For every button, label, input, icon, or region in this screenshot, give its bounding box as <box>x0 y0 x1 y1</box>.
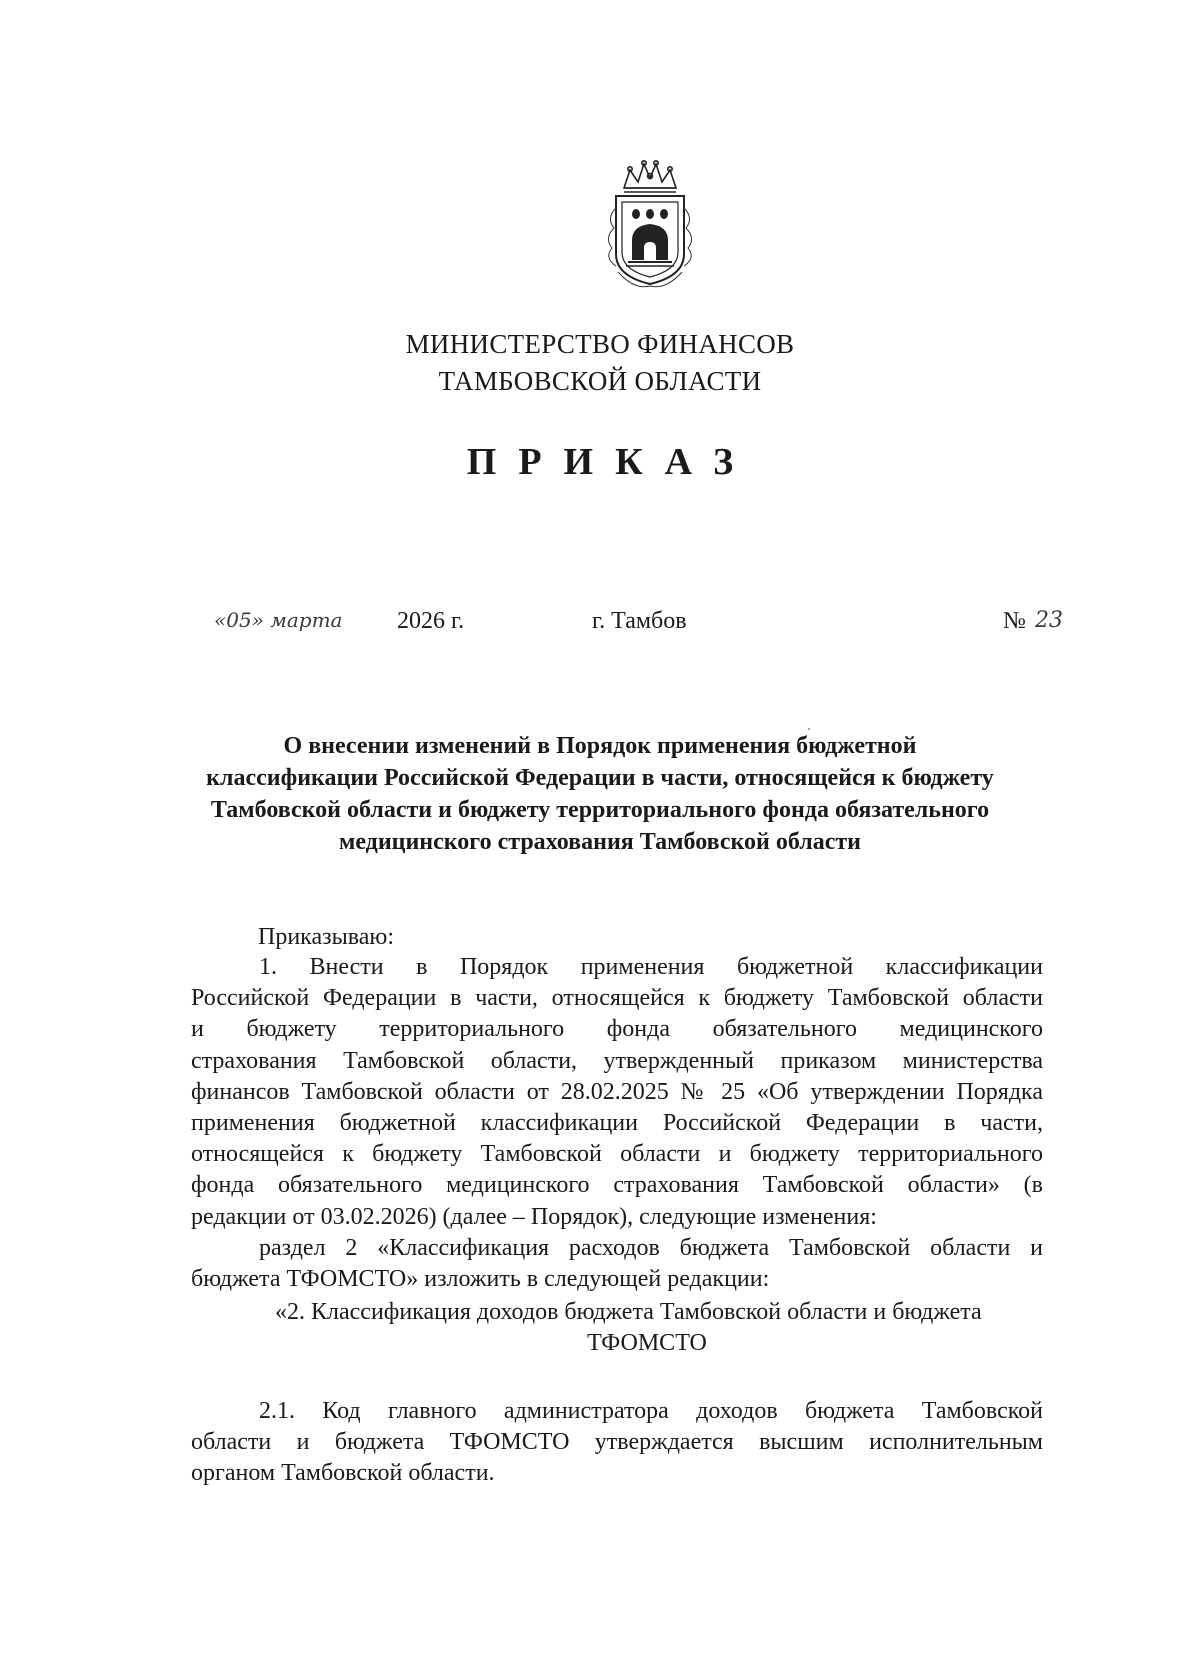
section-heading <box>191 1297 1043 1359</box>
title-line: медицинского страхования Тамбовской области <box>339 829 861 855</box>
paragraph-line: 2.1. Код главного администратора доходов бюджета Тамбовской <box>259 1398 1043 1424</box>
paragraph-line: 1. Внести в Порядок применения бюджетной классификации <box>259 954 1043 980</box>
tambov-coat-of-arms-icon <box>594 158 706 290</box>
paragraph-line: страхования Тамбовской области, утвержденный приказом министерства <box>191 1047 1043 1074</box>
document-number-handwritten: 23 <box>1035 608 1063 633</box>
paragraph-line: Российской Федерации в части, относящейся к бюджету Тамбовской области <box>191 985 1043 1012</box>
section-heading-line1: «2. Классификация доходов бюджета Тамбовской области и бюджета <box>275 1299 982 1325</box>
paragraph-2-1 <box>191 1396 1043 1490</box>
paragraph-line: относящейся к бюджету Тамбовской области и бюджету территориального <box>191 1141 1043 1168</box>
document-title <box>180 730 1020 858</box>
title-line: классификации Российской Федерации в части, относящейся к бюджету <box>206 765 994 791</box>
paragraph-line: финансов Тамбовской области от 28.02.2025 № 25 «Об утверждении Порядка <box>191 1078 1043 1105</box>
paragraph-1 <box>191 952 1043 1295</box>
paragraph-line: области и бюджета ТФОМСТО утверждается высшим исполнительным <box>191 1429 1043 1456</box>
paragraph-line: органом Тамбовской области. <box>191 1460 495 1487</box>
paragraph-line: фонда обязательного медицинского страхования Тамбовской области» (в <box>191 1172 1043 1199</box>
document-number-label: № <box>1003 608 1026 634</box>
paragraph-line: раздел 2 «Классификация расходов бюджета Тамбовской области и <box>259 1234 1043 1261</box>
paragraph-line: бюджета ТФОМСТО» изложить в следующей редакции: <box>191 1266 770 1293</box>
section-heading-line2: ТФОМСТО <box>587 1330 707 1357</box>
paragraph-line: применения бюджетной классификации Российской Федерации в части, <box>191 1110 1043 1137</box>
document-city: г. Тамбов <box>592 608 687 634</box>
paragraph-line: редакции от 03.02.2026) (далее – Порядок), следующие изменения: <box>191 1203 877 1230</box>
document-type: ПРИКАЗ <box>466 441 756 483</box>
paragraph-line: и бюджету территориального фонда обязательного медицинского <box>191 1016 1043 1043</box>
scan-speck <box>808 728 810 730</box>
title-line: Тамбовской области и бюджету территориального фонда обязательного <box>210 797 990 823</box>
ministry-name-line1: МИНИСТЕРСТВО ФИНАНСОВ <box>405 329 795 359</box>
orders-heading: Приказываю: <box>258 924 394 950</box>
document-year: 2026 г. <box>397 608 465 634</box>
ministry-name-line2: ТАМБОВСКОЙ ОБЛАСТИ <box>438 366 762 396</box>
document-date-handwritten: «05» марта <box>214 608 343 632</box>
title-line: О внесении изменений в Порядок применения бюджетной <box>283 733 917 759</box>
